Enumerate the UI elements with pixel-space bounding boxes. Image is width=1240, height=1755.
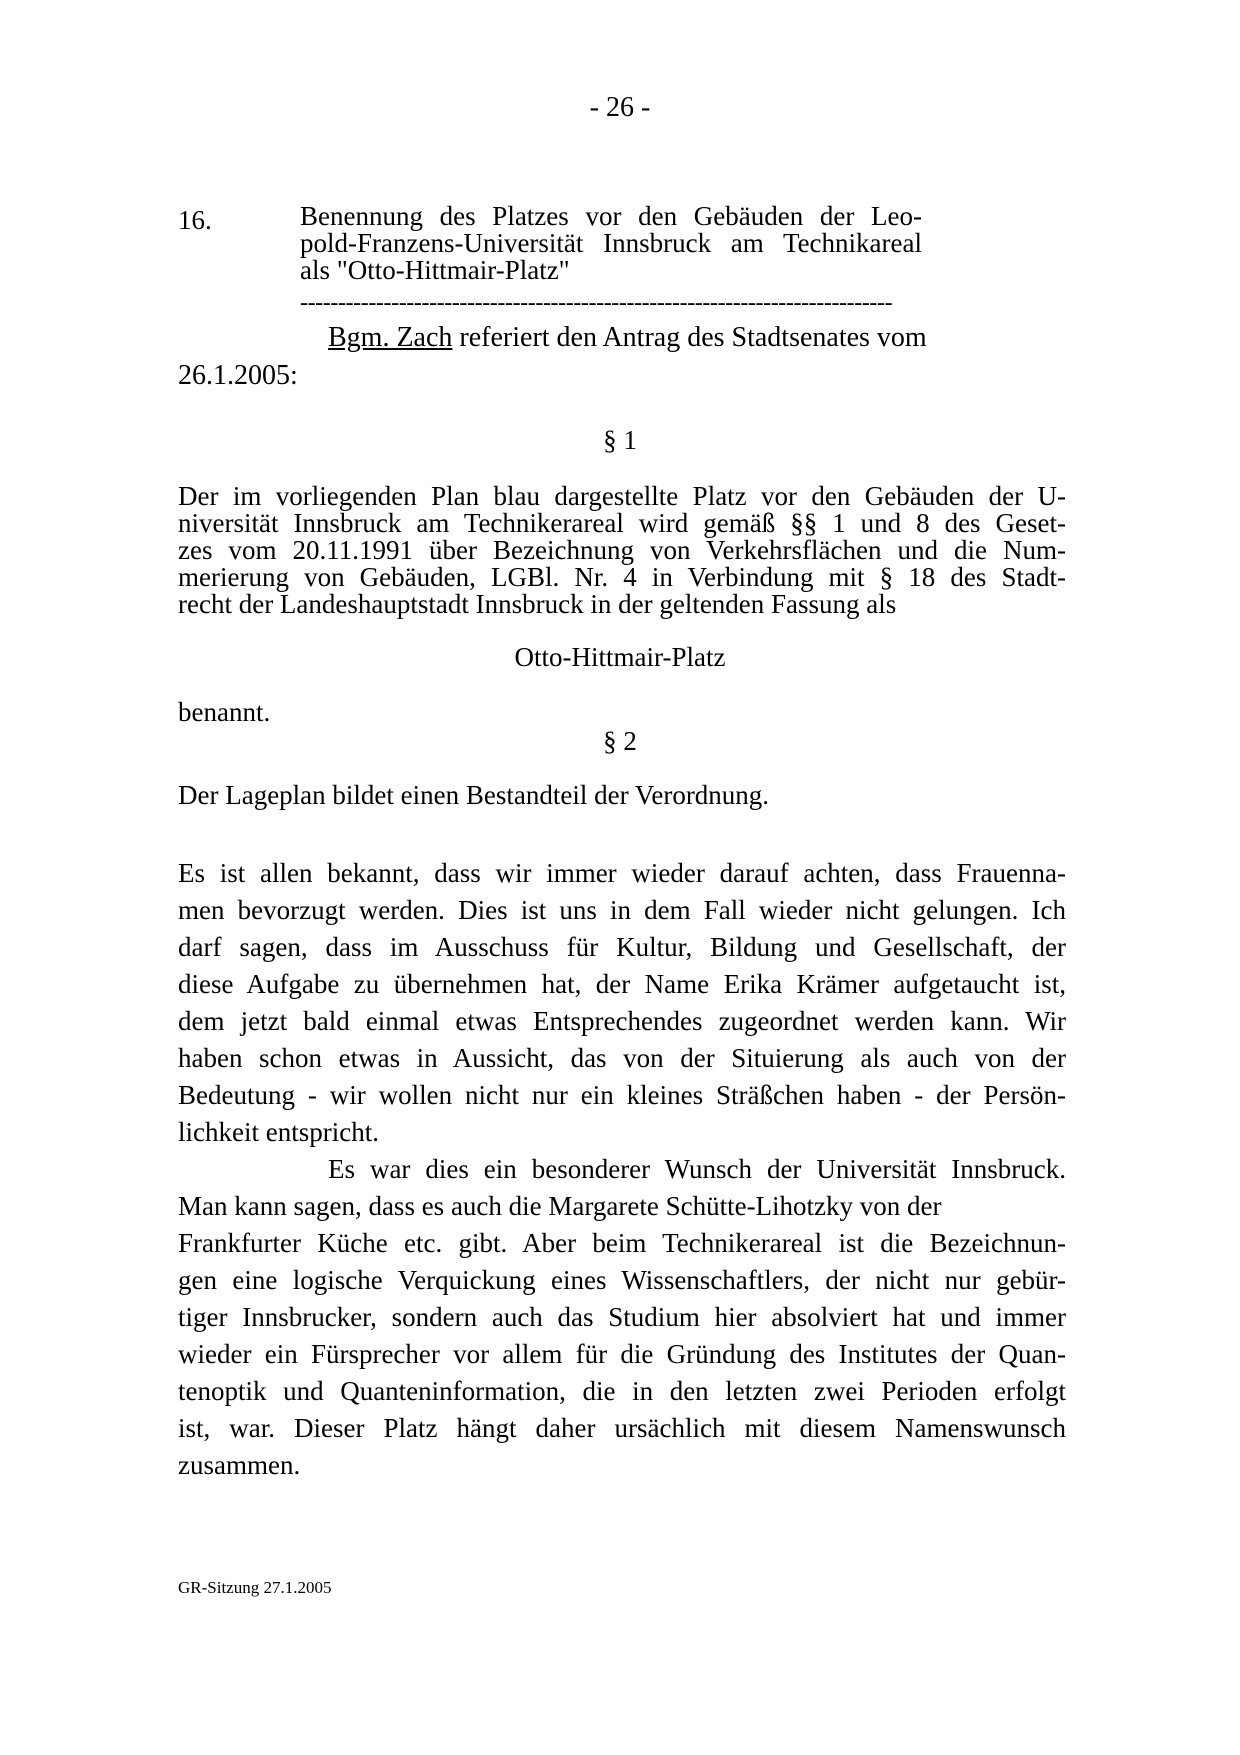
section-1-line: merierung von Gebäuden, LGBl. Nr. 4 in Verbindung mit § 18 des Stadt- [178,562,1066,592]
paragraph-2-line: zusammen. [178,1450,301,1480]
section-1-line: zes vom 20.11.1991 über Bezeichnung von Verkehrsflächen und die Num- [178,535,1066,565]
paragraph-1-line: lichkeit entspricht. [178,1117,379,1147]
agenda-item-title-line: Benennung des Platzes vor den Gebäuden der Leo- [300,201,922,231]
intro-text: referiert den Antrag des Stadtsenates vom [452,322,927,353]
agenda-item-title-line: pold-Franzens-Universität Innsbruck am Technikareal [300,228,922,258]
speaker-name: Bgm. Zach [328,322,453,353]
intro-date: 26.1.2005: [178,360,298,391]
agenda-item-title-line: als "Otto-Hittmair-Platz" [300,255,570,285]
paragraph-2-line: tiger Innsbrucker, sondern auch das Studium hier absolviert hat und immer [178,1302,1066,1332]
footer-session-date: GR-Sitzung 27.1.2005 [178,1578,332,1597]
section-1-text [178,483,1066,618]
paragraph-2-line: tenoptik und Quanteninformation, die in den letzten zwei Perioden erfolgt [178,1376,1066,1406]
agenda-item-number: 16. [178,205,212,235]
paragraph-1-line: haben schon etwas in Aussicht, das von der Situierung als auch von der [178,1043,1066,1073]
section-1-line: recht der Landeshauptstadt Innsbruck in der geltenden Fassung als [178,589,897,619]
paragraph-2-line: gen eine logische Verquickung eines Wissenschaftlers, der nicht nur gebür- [178,1265,1066,1295]
paragraph-1-line: darf sagen, dass im Ausschuss für Kultur, Bildung und Gesellschaft, der [178,932,1066,962]
section-1-line: Der im vorliegenden Plan blau dargestellte Platz vor den Gebäuden der U- [178,481,1066,511]
section-1-closing: benannt. [178,697,271,727]
paragraph-1-line: Es ist allen bekannt, dass wir immer wieder darauf achten, dass Frauenna- [178,858,1066,888]
page-number: - 26 - [589,92,651,123]
section-2-heading: § 2 [603,726,637,756]
title-underline-rule: ------------------------------------------------------------------------------ [300,290,893,316]
street-name: Otto-Hittmair-Platz [514,642,726,672]
paragraph-2-line: ist, war. Dieser Platz hängt daher ursächlich mit diesem Namenswunsch [178,1413,1066,1443]
paragraph-1-line: Bedeutung - wir wollen nicht nur ein kleines Sträßchen haben - der Persön- [178,1080,1066,1110]
agenda-item-title [300,203,922,284]
paragraph-2 [178,1151,1066,1484]
paragraph-1 [178,855,1066,1151]
section-1-line: niversität Innsbruck am Technikerareal wird gemäß §§ 1 und 8 des Geset- [178,508,1066,538]
intro-line [328,322,927,354]
paragraph-2-line: wieder ein Fürsprecher vor allem für die Gründung des Institutes der Quan- [178,1339,1066,1369]
paragraph-1-line: men bevorzugt werden. Dies ist uns in dem Fall wieder nicht gelungen. Ich [178,895,1066,925]
paragraph-2-line: Frankfurter Küche etc. gibt. Aber beim Technikerareal ist die Bezeichnun- [178,1228,1066,1258]
paragraph-2-line: Man kann sagen, dass es auch die Margarete Schütte-Lihotzky von der [178,1191,942,1221]
section-2-text: Der Lageplan bildet einen Bestandteil der Verordnung. [178,780,770,810]
paragraph-2-line: Es war dies ein besonderer Wunsch der Universität Innsbruck. [328,1154,1066,1184]
paragraph-1-line: dem jetzt bald einmal etwas Entsprechendes zugeordnet werden kann. Wir [178,1006,1066,1036]
paragraph-1-line: diese Aufgabe zu übernehmen hat, der Name Erika Krämer aufgetaucht ist, [178,969,1066,999]
section-1-heading: § 1 [603,425,637,455]
